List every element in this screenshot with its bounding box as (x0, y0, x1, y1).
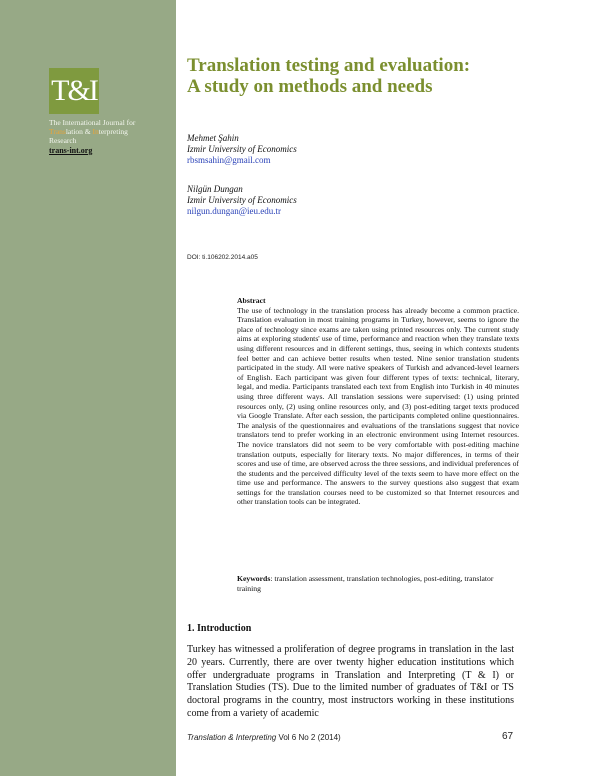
footer-citation (187, 733, 341, 742)
article-title (187, 55, 587, 97)
footer-issue: Vol 6 No 2 (2014) (276, 733, 341, 742)
title-line1: Translation testing and evaluation: (187, 55, 471, 76)
journal-name-line1: The International Journal for (49, 118, 136, 127)
keywords-label: Keywords (237, 574, 271, 583)
author-name: Mehmet Şahin (187, 133, 239, 143)
author-email-link[interactable]: nilgun.dungan@ieu.edu.tr (187, 206, 282, 216)
journal-sidebar (0, 0, 176, 776)
keywords-block (237, 574, 519, 593)
page-number: 67 (502, 731, 514, 742)
author-name: Nilgün Dungan (187, 184, 243, 194)
journal-website-link[interactable]: trans-int.org (49, 146, 93, 155)
journal-name-trans-rest: lation & (65, 127, 93, 136)
abstract-text: The use of technology in the translation process has already become a common practice. Translation evaluation in most training programs in Turkey, however, seems to ignore the place of technology since exams are taken using printed resources only. The current study aims at exploring students' use of time, performance and reaction when they translate texts using different resources and in different settings, thus, seeing in which contexts students feel better and can achieve better results when tested. Nine senior translation students participated in the study. All were native speakers of Turkish and advanced-level learners of English. Each participant was given four different types of texts: technical, literary, legal, and media. Participants translated each text from English into Turkish in 40 minutes using three different ways. All translation sessions were supervised: (1) using printed resources only, (2) using online resources only, and (3) post-editing target texts produced via Google Translate. After each session, the participants completed online questionnaires. The analysis of the questionnaires and evaluations of the translations suggest that novice translators tend to prefer working in an electronic environment using Internet resources. The novice translators did not seem to be very comfortable with post-editing machine translation outputs, especially for literary texts. No major differences, in terms of their scores and use of time, are observed across the three sessions, and individual preferences of the students and the perceived difficulty level of the texts seem to have more effect on the time use and performance. The answers to the survey questions also suggest that exam settings for the translation courses need to be customized so that Internet resources and other translation tools can be integrated. (237, 305, 519, 507)
author-block-2 (187, 184, 487, 217)
title-line2: A study on methods and needs (187, 76, 433, 97)
introduction-paragraph: Turkey has witnessed a proliferation of degree programs in translation in the last 20 years. Currently, there are over twenty higher education institutions which offer undergraduate programs in Translation and Interpreting (T & I) or Translation Studies (TS). Due to the limited number of graduates of T&I or TS doctoral programs in the country, most instructors working in these institutions come from a variety of academic (187, 644, 514, 719)
journal-name-int-rest: terpreting (98, 127, 128, 136)
author-email-link[interactable]: rbsmsahin@gmail.com (187, 155, 271, 165)
journal-name-trans-highlight: Trans (49, 127, 66, 136)
journal-name (49, 118, 174, 145)
author-block-1 (187, 133, 487, 166)
journal-logo (49, 68, 99, 114)
author-affiliation: Izmir University of Economics (187, 144, 297, 154)
journal-name-line3: Research (49, 136, 77, 145)
keywords-text: : translation assessment, translation technologies, post-editing, translator training (237, 574, 494, 593)
abstract-block (237, 296, 519, 507)
abstract-heading: Abstract (237, 296, 266, 305)
article-doi: DOI: ti.106202.2014.a05 (187, 254, 258, 261)
journal-name-int-highlight: In (92, 127, 99, 136)
author-affiliation: Izmir University of Economics (187, 195, 297, 205)
footer-journal-title: Translation & Interpreting (187, 733, 277, 742)
section-heading-introduction: 1. Introduction (187, 623, 252, 634)
logo-text: T&I (51, 74, 97, 107)
